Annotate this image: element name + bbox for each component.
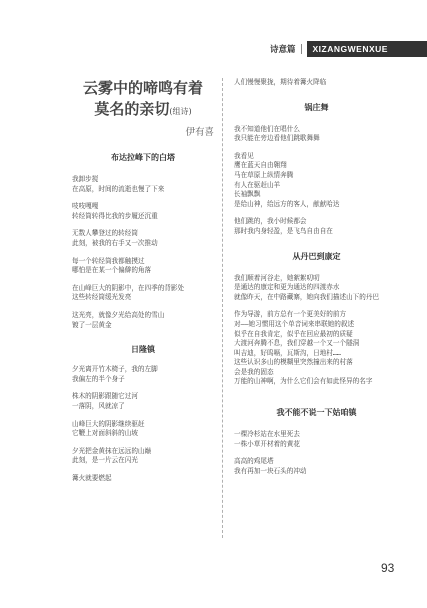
poem-line: 夕光把金黄抹在远远的山巅 (72, 446, 152, 455)
poem-title: 布达拉峰下的白塔 (111, 153, 175, 162)
poem-line: 我偏左的半个身子 (72, 374, 125, 383)
poem-line: 那时我内身轻盈，是飞鸟自由自在 (234, 226, 333, 235)
poem-line: 他们跳的，我小时候都会 (234, 217, 307, 226)
poem-line: 株木的阴影跟随它过河 (72, 392, 138, 401)
poem-line: 我只能在旁边看他们跳歌舞舞 (234, 134, 320, 143)
stanza (72, 392, 214, 411)
poem-title: 锅庄舞 (304, 102, 329, 112)
stanza (72, 474, 214, 484)
poem-line: 这些认识多山的模糊里突然撞出来的村落 (234, 358, 353, 367)
poem-line: 这些转经筒缓光发亮 (72, 293, 132, 302)
article-genre: (组诗) (169, 107, 192, 116)
stanza (234, 310, 399, 387)
stanza (72, 229, 214, 248)
author-name: 伊有喜 (185, 127, 214, 138)
stanza (72, 365, 214, 384)
poem-line: 似乎在自我肯定，似乎在回应最初的质疑 (234, 329, 353, 338)
poem-line: 是给山神，给远方的客人，献献哈达 (234, 199, 340, 208)
stanza (234, 125, 399, 144)
poem-line: 会是我的固态 (234, 367, 274, 376)
poem-body (234, 274, 399, 388)
stanza (72, 175, 214, 194)
poem-line: 吱吱嘎嘎 (72, 202, 99, 211)
poem-line: 有人在驱赶山羊 (234, 180, 281, 189)
running-header (258, 40, 427, 58)
page-number: 93 (381, 561, 395, 575)
poem-line: 夕光离开竹木椅子，我的左脚 (72, 365, 158, 374)
poem-line: 无数人攀登过的转经筒 (72, 229, 138, 238)
poem-line: 山峰巨大的阴影继续驱赶 (72, 419, 145, 428)
poem-line: 一落阴，风就凉了 (72, 401, 125, 410)
poem-line: 我不知道他们在唱什么 (234, 124, 300, 133)
article-title-line1: 云雾中的啼鸣有着 (82, 79, 203, 97)
poem-line: 在山峰巨大的阴影中，在四季的背影处 (72, 283, 185, 292)
poem-line: 在高原，时间的流逝也慢了下来 (72, 184, 165, 193)
poem-line: 是通达的康定和更为通达的四渡赤水 (234, 283, 340, 292)
poem-line: 哪怕是在某一个偏僻的角落 (72, 266, 152, 275)
poem-body (72, 175, 214, 330)
article-title-line2 (72, 99, 214, 122)
stanza (72, 257, 214, 276)
poem-line: 一棵冷杉站在水里死去 (234, 430, 300, 439)
stanza (72, 447, 214, 466)
column-divider (222, 78, 223, 538)
poem-line: 人们慢慢聚拢，期待着篝火降临 (234, 78, 327, 86)
poem-line: 高高的鸡尾塔 (234, 457, 274, 466)
stanza (234, 457, 399, 476)
stanza (234, 430, 399, 449)
poem-line: 一株小草开材着的黄花 (234, 439, 300, 448)
poem-line: 此刻，是一片云在闪光 (72, 456, 138, 465)
poem-title: 日隆镇 (131, 345, 155, 355)
section-label: 诗意篇 (270, 45, 296, 55)
poem-body (72, 365, 214, 483)
poem-line: 这光亮，就像夕光给高处的雪山 (72, 310, 165, 319)
stanza (234, 217, 399, 236)
poem-line: 镀了一层黄金 (72, 320, 112, 329)
stanza (234, 152, 399, 210)
stanza (234, 274, 399, 303)
right-column (234, 78, 399, 484)
poem-line: 马在草原上纵情奔腾 (234, 170, 294, 179)
section-english-label: XIZANGWENXUE (307, 41, 427, 57)
article-title-text: 莫名的亲切 (94, 100, 170, 118)
stanza (72, 202, 214, 221)
poem-body (234, 78, 399, 88)
poem-line: 鹰在蓝天自由翱翔 (234, 161, 287, 170)
poem-line: 它鞭上对面斜斜的山坡 (72, 429, 138, 438)
poem-body (234, 125, 399, 237)
left-column (72, 78, 214, 491)
stanza (72, 420, 214, 439)
poem-title: 我不能不说一下姑咱镇 (276, 408, 357, 418)
poem-title: 从丹巴到康定 (292, 251, 341, 261)
poem-line: 万能的山神啊，为什么它们会有如此怪异的名字 (234, 377, 373, 386)
stanza (234, 78, 399, 88)
poem-line: 我有再加一块石头的冲动 (234, 466, 307, 475)
poem-line: 我们顺着河谷走，她絮絮叨叨 (234, 273, 320, 282)
poem-line: 篝火就要燃起 (72, 473, 112, 482)
poem-line: 叫吉迪，好呜嗝，瓦斯沟，日地村…… (234, 348, 341, 357)
poem-line: 我看见 (234, 151, 254, 160)
stanza (72, 311, 214, 330)
poem-line: 长袖飘飘 (234, 190, 261, 199)
poem-line: 就像昨天，在中路藏寨，她向我们描述山下的丹巴 (234, 292, 380, 301)
poem-line: 作为导游，前方总有一个更美好的前方 (234, 310, 347, 319)
poem-line: 对——她习惯用这个单音词来串联她的叙述 (234, 319, 355, 328)
stanza (72, 284, 214, 303)
poem-line: 每一个转经筒我都触摸过 (72, 256, 145, 265)
poem-line: 转经筒转得比我的步履还沉重 (72, 211, 158, 220)
poem-line: 我卸步搅 (72, 175, 99, 183)
poem-body (234, 430, 399, 476)
poem-line: 此刻，被我的右手又一次推动 (72, 238, 158, 247)
poem-line: 大渡河奔腾不息，我们穿越一个又一个隧洞 (234, 339, 360, 348)
header-divider (301, 44, 302, 54)
